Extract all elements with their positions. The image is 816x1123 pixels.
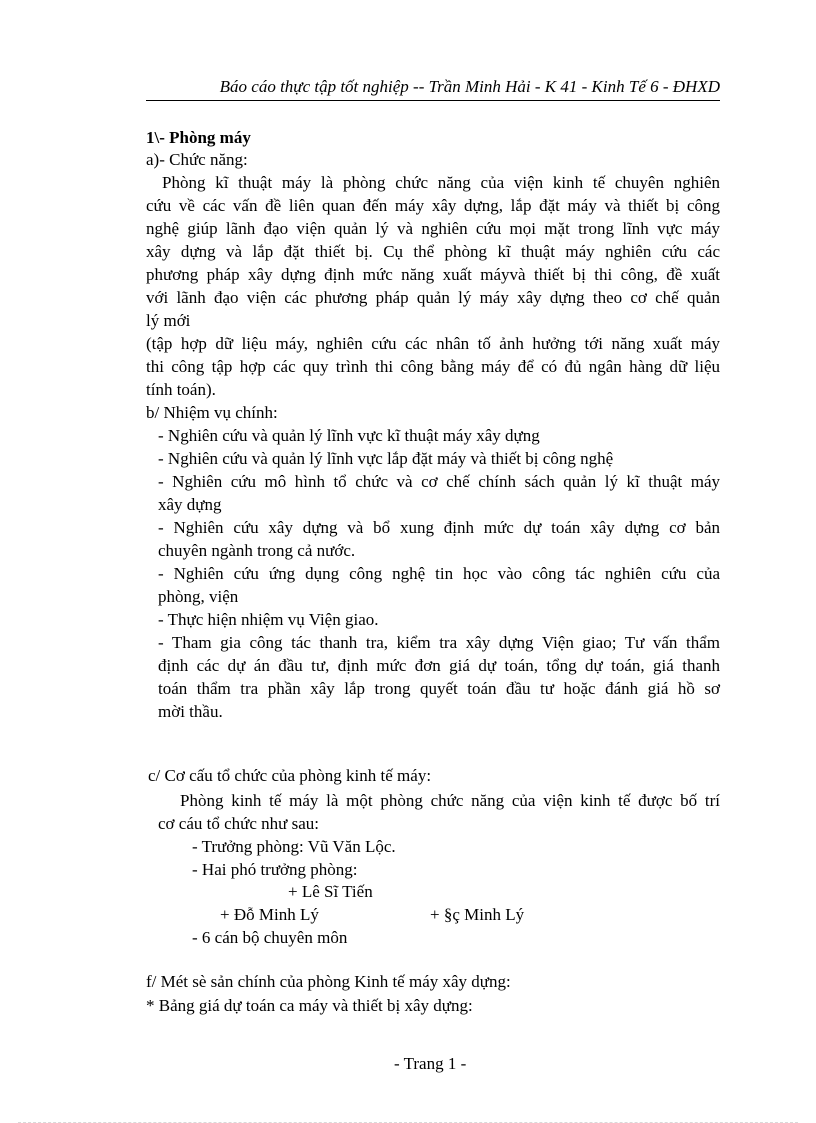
heading-f-sub: * Bảng giá dự toán ca máy và thiết bị xây dựng: [146, 996, 473, 1015]
duty-item: định các dự án đầu tư, định mức đơn giá dự toán, tổng dự toán, giá thanh [158, 656, 720, 675]
duty-item: phòng, viện [158, 587, 239, 606]
paragraph-a-line: với lãnh đạo viện các phương pháp quản lý máy xây dựng theo cơ chế quản [146, 288, 720, 307]
staff-count: - 6 cán bộ chuyên môn [192, 928, 348, 947]
heading-b: b/ Nhiệm vụ chính: [146, 403, 278, 422]
paragraph-c-line: Phòng kinh tế máy là một phòng chức năng của viện kinh tế được bố trí [180, 791, 720, 810]
paragraph-c-line: cơ cáu tổ chức như sau: [158, 814, 320, 833]
paragraph-a-line: xây dựng và lắp đặt thiết bị. Cụ thể phòng kĩ thuật máy nghiên cứu các [146, 242, 720, 261]
staff-head: - Trưởng phòng: Vũ Văn Lộc. [192, 837, 396, 856]
heading-f: f/ Mét sè sản chính của phòng Kinh tế máy xây dựng: [146, 972, 511, 991]
duty-item: - Tham gia công tác thanh tra, kiểm tra xây dựng Viện giao; Tư vấn thẩm [158, 633, 720, 652]
paragraph-a-line: tính toán). [146, 380, 216, 399]
paragraph-a-line: (tập hợp dữ liệu máy, nghiên cứu các nhân tố ảnh hưởng tới năng xuất máy [146, 334, 720, 353]
duty-item: - Nghiên cứu và quản lý lĩnh vực lắp đặt máy và thiết bị công nghệ [158, 449, 614, 468]
duty-item: chuyên ngành trong cả nước. [158, 541, 356, 560]
duty-item: toán thẩm tra phần xây lắp trong quyết toán đầu tư hoặc đánh giá hồ sơ [158, 679, 720, 698]
paragraph-a-line: thi công tập hợp các quy trình thi công bằng máy để có đủ ngân hàng dữ liệu [146, 357, 720, 376]
deputy-name: + §ç Minh Lý [430, 905, 525, 924]
section-title: 1\- Phòng máy [146, 128, 251, 147]
running-header: Báo cáo thực tập tốt nghiệp -- Trần Minh Hải - K 41 - Kinh Tế 6 - ĐHXD [146, 76, 720, 101]
paragraph-a-line: cứu về các vấn đề liên quan đến máy xây dựng, lắp đặt máy và thiết bị công [146, 196, 720, 215]
deputy-name: + Lê Sĩ Tiến [288, 882, 373, 901]
heading-a: a)- Chức năng: [146, 150, 248, 169]
duty-item: mời thầu. [158, 702, 223, 721]
deputy-name: + Đỗ Minh Lý [220, 905, 319, 924]
paragraph-a-line: lý mới [146, 311, 191, 330]
duty-item: - Nghiên cứu mô hình tổ chức và cơ chế chính sách quản lý kĩ thuật máy [158, 472, 720, 491]
duty-item: xây dựng [158, 495, 222, 514]
paragraph-a-line: nghệ giúp lãnh đạo viện quản lý và nghiên cứu mọi mặt trong lĩnh vực máy [146, 219, 720, 238]
paragraph-a-line: phương pháp xây dựng định mức năng xuất máyvà thiết bị thi công, đề xuất [146, 265, 720, 284]
paragraph-a-line: Phòng kĩ thuật máy là phòng chức năng của viện kinh tế chuyên nghiên [162, 173, 720, 192]
duty-item: - Thực hiện nhiệm vụ Viện giao. [158, 610, 379, 629]
heading-c: c/ Cơ cấu tổ chức của phòng kinh tế máy: [148, 766, 432, 785]
duty-item: - Nghiên cứu xây dựng và bổ xung định mức dự toán xây dựng cơ bản [158, 518, 720, 537]
page-number: - Trang 1 - [394, 1054, 467, 1073]
staff-deputies: - Hai phó trưởng phòng: [192, 860, 358, 879]
duty-item: - Nghiên cứu ứng dụng công nghệ tin học vào công tác nghiên cứu của [158, 564, 720, 583]
duty-item: - Nghiên cứu và quản lý lĩnh vực kĩ thuật máy xây dựng [158, 426, 540, 445]
